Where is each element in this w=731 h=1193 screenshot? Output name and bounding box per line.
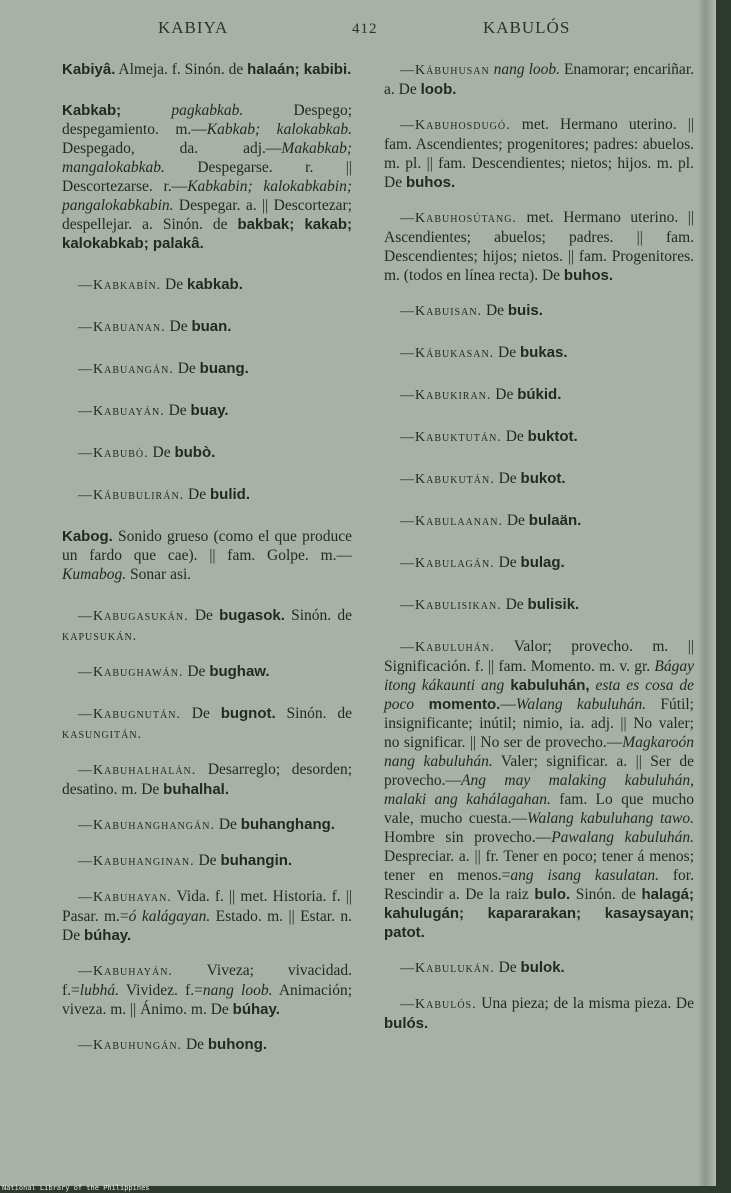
header-left-guide-word: KABIYA [158,18,229,37]
variant: lubhá. [79,982,119,999]
reference: bulid. [210,486,250,503]
entry-kabuhusan [384,60,694,99]
definition: De [482,302,508,319]
subentry-word: —Kabubò. [78,446,149,461]
entry-kabiya [62,60,352,79]
variant: Kabkab; kalokabkab. [206,121,353,138]
library-credit: National Library of the Philippines [2,1184,150,1192]
reference: bukas. [520,344,568,361]
definition: Viveza; vivacidad. f.= [62,962,352,999]
example: ang isang kasulatan. [510,867,660,884]
variant: pagkabkab. [121,102,244,119]
entry-kabuhanghangan [62,815,352,835]
definition: met. Hermano uterino. || Ascendientes; abuelos; padres. || fam. Descendientes; hijos; nietos. || fam. Progenitores. m. (todos en línea recta). De [384,209,694,284]
reference: bukot. [520,470,566,487]
root-word: bulo. [534,886,571,903]
reference: buhangin. [220,852,293,869]
reference: bulós. [384,1015,429,1032]
reference: bugnot. [220,705,276,722]
definition: Valer; significar. a. || Ser de provecho.— [384,753,694,789]
definition: met. Hermano uterino. || fam. Ascendientes; progenitores; padres: abuelos. m. pl. || fam. Descendientes; nietos; hijos. m. pl. De [384,116,694,191]
subentry-word: —Kabuhanginan. [78,854,195,869]
subentry-word: —Kabulisikan. [400,598,502,613]
definition: Almeja. f. Sinón. de [115,61,248,78]
subentry-word: —Kabkabín. [78,278,162,293]
definition: De [182,1036,208,1053]
reference: bakbak; kakab; kalokabkab; palakâ. [62,216,352,252]
headword: Kabkab; [62,102,122,119]
reference: bubò. [174,444,216,461]
subentry-word: —Kabuktután. [400,430,502,445]
reference: bulag. [520,554,565,571]
definition: Despegarse. r. || Descortezarse. r.— [62,159,352,195]
reference: bughaw. [209,663,270,680]
subentry-word: —Kábukasan. [400,346,495,361]
entry-kabulagan [384,553,694,573]
reference: bulisik. [527,596,580,613]
entry-kabuhayan [62,887,352,945]
subentry-word: —Kabulagán. [400,556,495,571]
headword: Kabog. [62,528,113,545]
definition: De [501,596,528,613]
entry-kabulukan [384,958,694,978]
definition: De [164,402,191,419]
definition: De [194,852,221,869]
entry-kabugasukan [62,606,352,646]
subentry-word: —Kabughawán. [78,665,184,680]
entry-kabukutan [384,469,694,489]
subentry-word: —Kabulós. [400,997,477,1012]
reference: búkid. [517,386,562,403]
entry-kabugnutan [62,704,352,744]
example: Magkaroón nang kabuluhán. [384,734,694,770]
entry-kabog [62,527,352,584]
example: Pawalang kabuluhán. [551,829,694,846]
entry-kabuhosutang [384,208,694,285]
synonym: kapusukán. [62,629,138,644]
reference: bulaän. [528,512,582,529]
definition: for. Rescindir a. De la raiz [384,867,694,903]
subentry-word: —Kabugnután. [78,707,181,722]
reference: halaán; kabibi. [247,61,352,78]
subentry-word: —Kabulukán. [400,961,495,976]
example: esta es cosa de poco [384,677,694,713]
subentry-word: —Kábubulirán. [78,488,185,503]
definition: De [494,470,521,487]
subentry-word: —Kabukiran. [400,388,492,403]
definition: De [494,554,521,571]
definition: De [494,344,520,361]
entry-kabulisikan [384,595,694,615]
definition: — [500,696,516,713]
reference: buhos. [563,267,614,284]
definition: De [148,444,175,461]
definition: De [173,360,200,377]
reference: halagá; kahulugán; kapararakan; kasaysayan; patot. [384,886,694,941]
definition: De [184,486,210,503]
definition: De [165,318,192,335]
definition: Sonido grueso (como el que produce un fardo que cae). || fam. Golpe. m.— [62,528,352,564]
entry-kabuhanginan [62,851,352,871]
subentry-word: —Kabuangán. [78,362,174,377]
definition: De [501,428,528,445]
subentry-word: —Kabuhalhalán. [78,763,197,778]
subentry-word: —Kabugasukán. [78,609,189,624]
example-keyword: kabuluhán, [504,677,590,694]
synonym: kasungitán. [62,727,143,742]
subentry-word: —Kabukután. [400,472,495,487]
variant: Kabkabin; kalokabkabin; pangalokabkabin. [62,178,352,214]
entry-kabuhosdugo [384,115,694,192]
definition: Valor; provecho. m. || Significación. f. || fam. Momento. m. v. gr. [384,638,694,675]
definition: Desarreglo; desorden; desatino. m. De [62,761,352,798]
header-right-guide-word: KABULÓS [483,18,571,37]
variant: Makabkab; mangalokabkab. [62,140,352,176]
page-number: 412 [352,21,378,37]
reference: kabkab. [187,276,243,293]
entry-kabuktutan [384,427,694,447]
subentry-word: —Kabuhosdugó. [400,118,511,133]
left-column [62,60,352,1071]
entry-kabukasan [384,343,694,363]
subentry-word: —Kabuluhán. [400,640,495,655]
subentry-word: —Kabuhayán. [78,964,173,979]
reference: bulok. [520,959,565,976]
example: Ang may malaking kabuluhán, malaki ang kahálagahan. [384,772,694,808]
reference: buhos. [405,174,456,191]
variant: nang loob. [202,982,273,999]
entry-kabuisan [384,301,694,321]
variant: ó kalágayan. [128,908,211,925]
entry-kabulaanan [384,511,694,531]
variant: nang loob. [489,61,561,78]
entry-kabubuliran [62,485,352,505]
subentry-word: —Kabuayán. [78,404,165,419]
definition: Hombre sin provecho.— [384,829,552,846]
entry-kabkabin [62,275,352,295]
reference: buis. [507,302,543,319]
definition: Animación; viveza. m. || Ánimo. m. De [62,982,352,1018]
definition: Despegar. a. || Descortezar; despellejar. a. Sinón. de [62,197,352,233]
entry-kabubo [62,443,352,463]
reference: buang. [199,360,249,377]
page-spine [698,0,716,1186]
entry-kabughawan [62,662,352,682]
subentry-word: —Kabuhayan. [78,890,172,905]
definition: Una pieza; de la misma pieza. De [476,995,694,1012]
definition: De [502,512,529,529]
variant: Kumabog. [62,566,127,583]
definition: Vida. f. || met. Historia. f. || Pasar. m.= [62,888,352,925]
reference: buan. [191,318,232,335]
definition: De [214,816,241,833]
entry-kabuluhan [384,637,694,942]
reference: buhalhal. [163,781,230,798]
headword: Kabiyâ. [62,61,116,78]
entry-kabukiran [384,385,694,405]
subentry-word: —Kabulaanan. [400,514,503,529]
definition: Sinón. de [570,886,642,903]
definition: De [183,663,210,680]
definition: De [491,386,518,403]
example: Bágay itong kákaunti ang [384,658,694,694]
definition: Despreciar. a. || fr. Tener en poco; tener á menos; tener en menos.= [384,848,694,884]
subentry-word: —Kabuanan. [78,320,166,335]
definition: Sinón. de [275,705,353,722]
entry-kabuhalhalan [62,760,352,799]
definition: Sonar asi. [126,566,192,583]
right-column [384,60,694,1049]
entry-kabuanan [62,317,352,337]
reference: buay. [190,402,229,419]
entry-kabuhayan-viveza [62,961,352,1019]
definition: Despegado, da. adj.— [62,140,282,157]
example-keyword: momento. [414,696,501,713]
entry-kabuhungan [62,1035,352,1055]
definition: Vividez. f.= [118,982,203,999]
reference: buhong. [207,1036,268,1053]
subentry-word: —Kabuisan. [400,304,483,319]
subentry-word: —Kabuhanghangán. [78,818,215,833]
subentry-word: —Kabuhosútang. [400,211,517,226]
definition: De [161,276,187,293]
example: Walang kabuluhán. [515,696,647,713]
subentry-word: —Kábuhusan [400,63,490,78]
definition: Fútil; insignificante; inútil; nimio, ia. adj. || No valer; no significar. || No ser de provecho.— [384,696,694,751]
subentry-word: —Kabuhungán. [78,1038,183,1053]
entry-kabkab [62,101,352,253]
definition: De [180,705,221,722]
reference: buktot. [527,428,578,445]
entry-kabuangan [62,359,352,379]
reference: loob. [420,81,457,98]
definition: De [188,607,220,624]
example: Walang kabuluhang tawo. [526,810,694,827]
reference: buhanghang. [240,816,335,833]
entry-kabulos [384,994,694,1033]
definition: Enamorar; encariñar. a. De [384,61,694,98]
reference: búhay. [232,1001,280,1018]
definition: fam. Lo que mucho vale, mucho cuesta.— [384,791,695,827]
definition: Sinón. de [284,607,352,624]
reference: bugasok. [219,607,285,624]
entry-kabuayan [62,401,352,421]
definition: Despego; despegamiento. m.— [62,102,352,138]
reference: búhay. [83,927,132,944]
definition: Estado. m. || Estar. n. De [62,908,352,944]
definition: De [494,959,521,976]
